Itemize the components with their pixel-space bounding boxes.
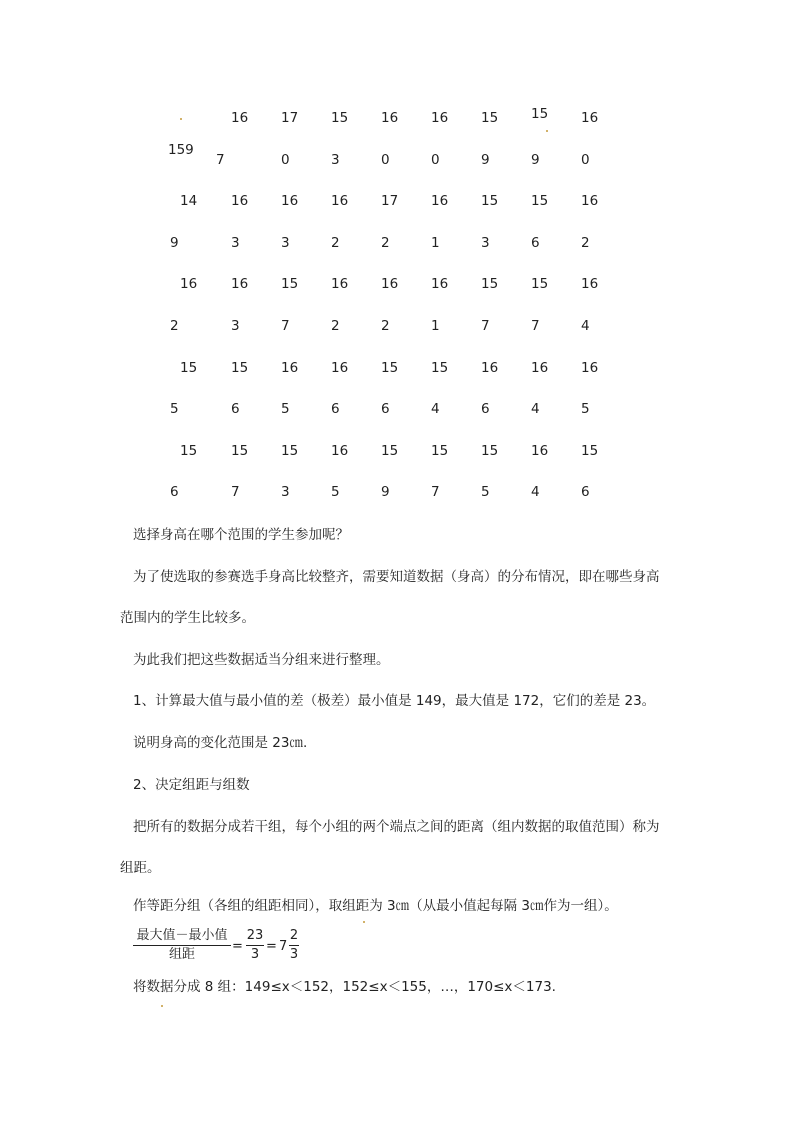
table-cell: 15 [531, 193, 549, 209]
table-cell: 2 [381, 318, 390, 334]
fraction-2-over-3 [289, 928, 299, 963]
table-cell: 9 [531, 152, 540, 168]
table-cell: 16 [331, 193, 349, 209]
table-cell: 6 [581, 484, 590, 500]
table-cell: 16 [531, 360, 549, 376]
table-cell: 16 [381, 110, 399, 126]
fraction-23-over-3 [246, 928, 264, 963]
table-cell: 6 [231, 401, 240, 417]
stray-dot [161, 1005, 163, 1007]
step-1-note: 说明身高的变化范围是 23㎝. [133, 735, 308, 751]
table-cell: 16 [431, 193, 449, 209]
table-cell: 16 [281, 360, 299, 376]
table-cell: 16 [231, 276, 249, 292]
table-cell: 2 [331, 235, 340, 251]
table-cell: 7 [231, 484, 240, 500]
table-cell: 16 [381, 276, 399, 292]
table-cell: 15 [431, 360, 449, 376]
equals-sign: = [266, 939, 277, 954]
table-cell: 15 [481, 110, 499, 126]
table-cell: 4 [531, 484, 540, 500]
paragraph: 为此我们把这些数据适当分组来进行整理。 [133, 652, 390, 668]
fraction-numerator: 最大值－最小值 [136, 928, 228, 943]
fraction-denominator: 组距 [168, 947, 195, 962]
table-cell: 0 [431, 152, 440, 168]
table-cell: 4 [431, 401, 440, 417]
table-cell: 6 [481, 401, 490, 417]
table-cell: 5 [481, 484, 490, 500]
table-cell: 15 [581, 443, 599, 459]
table-cell: 3 [281, 484, 290, 500]
table-cell: 15 [231, 360, 249, 376]
table-cell: 16 [581, 110, 599, 126]
paragraph-line: 范围内的学生比较多。 [120, 610, 255, 626]
table-cell: 17 [281, 110, 299, 126]
table-cell: 16 [281, 193, 299, 209]
table-cell: 15 [381, 360, 399, 376]
table-cell: 15 [281, 443, 299, 459]
table-cell: 1 [431, 235, 440, 251]
table-cell: 15 [231, 443, 249, 459]
table-cell: 7 [481, 318, 490, 334]
fraction-bar [133, 945, 231, 946]
table-cell: 15 [531, 106, 549, 122]
table-cell: 15 [481, 193, 499, 209]
table-cell: 2 [170, 318, 179, 334]
table-cell: 5 [331, 484, 340, 500]
table-cell: 6 [331, 401, 340, 417]
step-1: 1、计算最大值与最小值的差（极差）最小值是 149，最大值是 172，它们的差是 23。 [133, 693, 656, 709]
table-cell: 2 [381, 235, 390, 251]
table-cell: 4 [581, 318, 590, 334]
table-cell: 159 [168, 142, 194, 158]
table-cell: 16 [581, 360, 599, 376]
stray-dot [180, 118, 182, 120]
table-cell: 7 [431, 484, 440, 500]
table-cell: 16 [231, 193, 249, 209]
fraction-numerator: 23 [246, 928, 264, 943]
table-cell: 5 [281, 401, 290, 417]
table-cell: 15 [481, 276, 499, 292]
table-cell: 4 [531, 401, 540, 417]
fraction-denominator: 3 [289, 947, 299, 962]
table-cell: 15 [180, 360, 198, 376]
whole-number: 7 [279, 939, 288, 954]
definition-line: 组距。 [120, 860, 161, 876]
table-cell: 3 [231, 318, 240, 334]
table-cell: 0 [381, 152, 390, 168]
table-cell: 16 [431, 110, 449, 126]
table-cell: 0 [281, 152, 290, 168]
fraction-bar [289, 945, 299, 946]
question-text: 选择身高在哪个范围的学生参加呢？ [133, 527, 349, 543]
table-cell: 16 [581, 276, 599, 292]
fraction-bar [246, 945, 264, 946]
table-cell: 5 [581, 401, 590, 417]
stray-dot [546, 130, 548, 132]
table-cell: 15 [531, 276, 549, 292]
table-cell: 16 [331, 443, 349, 459]
fraction-denominator: 3 [250, 947, 260, 962]
table-cell: 3 [331, 152, 340, 168]
table-cell: 3 [231, 235, 240, 251]
table-cell: 16 [531, 443, 549, 459]
table-cell: 16 [180, 276, 198, 292]
table-cell: 16 [481, 360, 499, 376]
table-cell: 15 [180, 443, 198, 459]
table-cell: 15 [381, 443, 399, 459]
equal-grouping-text: 作等距分组（各组的组距相同），取组距为 3㎝（从最小值起每隔 3㎝作为一组）。 [133, 898, 618, 914]
table-cell: 16 [581, 193, 599, 209]
table-cell: 1 [431, 318, 440, 334]
step-2-heading: 2、决定组距与组数 [133, 777, 250, 793]
table-cell: 6 [381, 401, 390, 417]
paragraph-line: 为了使选取的参赛选手身高比较整齐，需要知道数据（身高）的分布情况，即在哪些身高 [133, 569, 660, 585]
fraction-range-over-width [133, 928, 231, 963]
table-cell: 16 [331, 360, 349, 376]
table-cell: 2 [581, 235, 590, 251]
definition-line: 把所有的数据分成若干组，每个小组的两个端点之间的距离（组内数据的取值范围）称为 [133, 819, 660, 835]
table-cell: 16 [331, 276, 349, 292]
table-cell: 3 [281, 235, 290, 251]
table-cell: 5 [170, 401, 179, 417]
table-cell: 0 [581, 152, 590, 168]
table-cell: 9 [481, 152, 490, 168]
table-cell: 15 [431, 443, 449, 459]
table-cell: 15 [281, 276, 299, 292]
table-cell: 16 [231, 110, 249, 126]
table-cell: 15 [331, 110, 349, 126]
stray-dot [363, 921, 365, 923]
equals-sign: = [232, 939, 243, 954]
fraction-numerator: 2 [289, 928, 299, 943]
table-cell: 15 [481, 443, 499, 459]
table-cell: 9 [170, 235, 179, 251]
groups-text: 将数据分成 8 组：149≤x＜152，152≤x＜155，…，170≤x＜173. [133, 979, 556, 995]
table-cell: 6 [170, 484, 179, 500]
table-cell: 9 [381, 484, 390, 500]
table-cell: 6 [531, 235, 540, 251]
table-cell: 17 [381, 193, 399, 209]
table-cell: 14 [180, 193, 198, 209]
table-cell: 16 [431, 276, 449, 292]
table-cell: 2 [331, 318, 340, 334]
table-cell: 7 [216, 152, 225, 168]
table-cell: 7 [281, 318, 290, 334]
table-cell: 3 [481, 235, 490, 251]
table-cell: 7 [531, 318, 540, 334]
